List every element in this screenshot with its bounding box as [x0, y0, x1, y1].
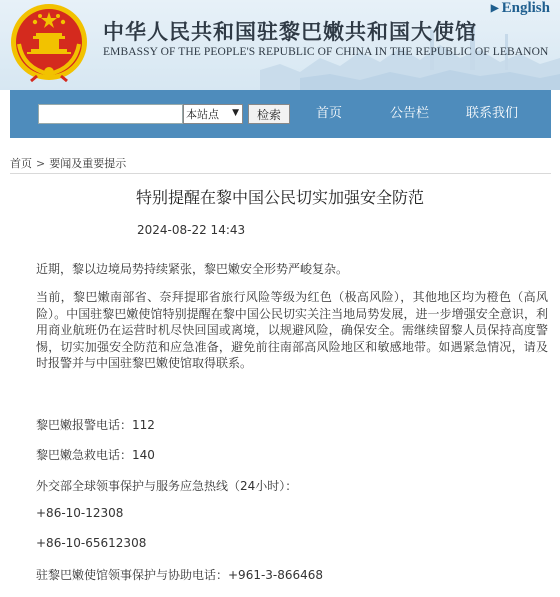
article-date: 2024-08-22 14:43 [137, 223, 246, 237]
breadcrumb [10, 155, 126, 171]
article-paragraph-1: 近期，黎以边境局势持续紧张，黎巴嫩安全形势严峻复杂。 [36, 262, 349, 276]
national-emblem-icon [9, 2, 89, 82]
contact-hotline-number-1: +86-10-12308 [36, 506, 124, 520]
article-paragraph-2: 当前，黎巴嫩南部省、奈拜提耶省旅行风险等级为红色（极高风险），其他地区均为橙色（高风险）。中国驻黎巴嫩使馆特别提醒在黎中国公民切实关注当地局势发展，进一步增强安全意识，利用商业航班仍在运营时机尽快回国或离境，以规避风险，确保安全。需继续留黎人员保持高度警惕，切实加强安全防范和应急准备，避免前往南部高风险地区和敏感地带。如遇紧急情况，请及时报警并与中国驻黎巴嫩使馆取得联系。 [36, 290, 548, 370]
breadcrumb-current-link[interactable]: 要闻及重要提示 [49, 157, 127, 170]
nav-item-notice-board[interactable]: 公告栏 [390, 106, 430, 121]
contact-hotline-heading: 外交部全球领事保护与服务应急热线（24小时）： [36, 479, 298, 493]
site-header [0, 0, 560, 90]
contact-ambulance-phone: 黎巴嫩急救电话：140 [36, 448, 155, 462]
contact-police-phone: 黎巴嫩报警电话：112 [36, 418, 155, 432]
english-language-link[interactable] [491, 0, 550, 17]
english-link-label: English [501, 0, 550, 16]
search-button[interactable]: 检索 [248, 104, 290, 124]
chevron-down-icon: ▼ [232, 108, 239, 118]
nav-item-home[interactable]: 首页 [316, 106, 343, 121]
breadcrumb-separator: > [36, 157, 46, 170]
site-title-chinese: 中华人民共和国驻黎巴嫩共和国大使馆 [103, 19, 477, 44]
triangle-right-icon: ▶ [490, 3, 499, 14]
breadcrumb-home-link[interactable]: 首页 [10, 157, 32, 170]
site-title-english: EMBASSY OF THE PEOPLE'S REPUBLIC OF CHINA IN THE REPUBLIC OF LEBANON [103, 46, 549, 58]
article-title: 特别提醒在黎中国公民切实加强安全防范 [135, 188, 424, 207]
breadcrumb-divider [10, 173, 551, 174]
search-input[interactable] [38, 104, 183, 124]
search-scope-value: 本站点 [186, 108, 219, 121]
main-nav-bar [10, 90, 551, 138]
contact-embassy-phone: 驻黎巴嫩使馆领事保护与协助电话：+961-3-866468 [36, 568, 324, 582]
search-scope-select[interactable] [183, 104, 243, 124]
nav-item-contact-us[interactable]: 联系我们 [466, 106, 519, 121]
contact-hotline-number-2: +86-10-65612308 [36, 536, 147, 550]
